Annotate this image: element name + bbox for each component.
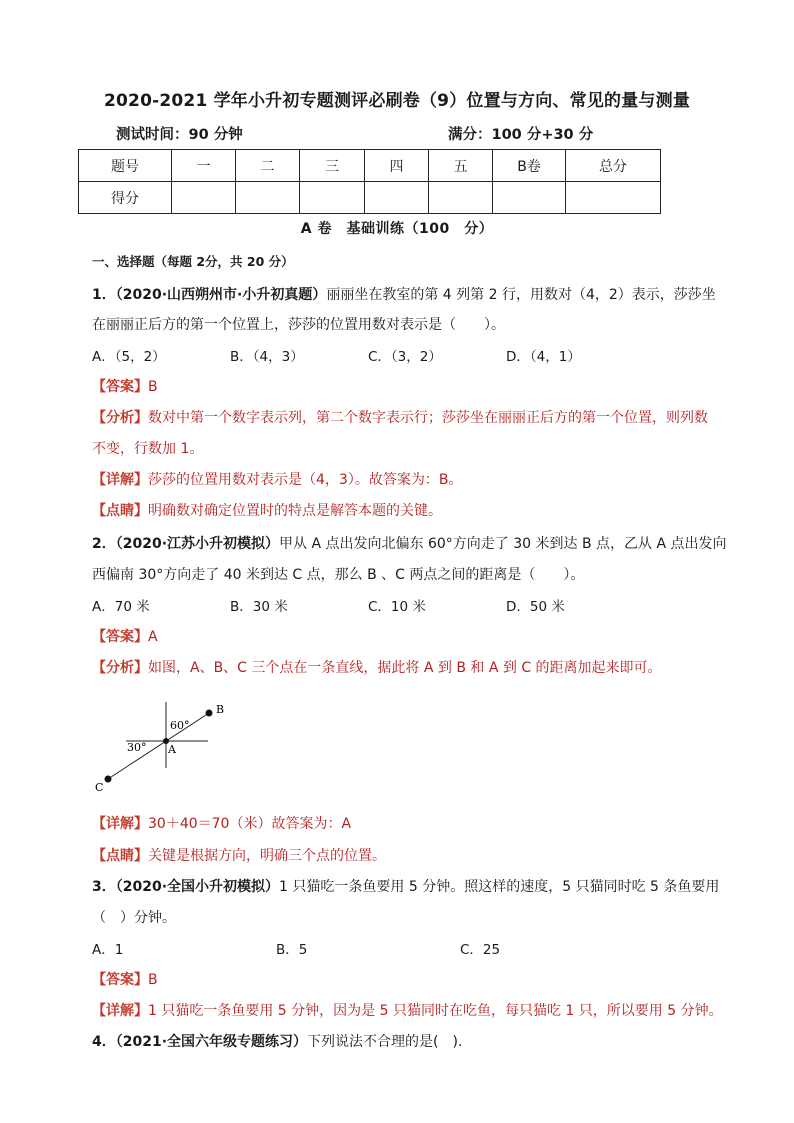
point-b [206,710,213,717]
q1-number: 1． [92,287,116,303]
q2-source: （2020·江苏小升初模拟） [115,536,280,552]
score-entry-cell [493,182,566,214]
table-cell: 得分 [79,182,172,214]
table-cell: 题号 [79,150,172,182]
q2-option-d: D．50 米 [506,599,565,615]
label-c: C [95,781,104,794]
answer-value: A [148,629,158,645]
table-cell: 五 [429,150,493,182]
answer-label: 【答案】 [92,972,148,988]
angle-60-label: 60° [170,719,190,732]
detail-label: 【详解】 [92,1003,148,1019]
direction-diagram-svg [92,700,252,795]
q3-stem-line2: （ ）分钟。 [92,910,176,926]
table-cell: 一 [172,150,236,182]
q1-answer [92,376,158,396]
table-cell: 三 [300,150,365,182]
label-b: B [216,703,225,716]
score-entry-cell [566,182,661,214]
answer-label: 【答案】 [92,629,148,645]
table-cell: 四 [365,150,429,182]
analysis-text: 数对中第一个数字表示列，第二个数字表示行；莎莎坐在丽丽正后方的第一个位置，则列数 [148,410,708,426]
q3-option-c: C．25 [460,942,501,958]
q3-detail [92,1000,723,1020]
part1-heading: 一、选择题（每题 2分，共 20 分） [92,254,294,269]
q2-option-c: C．10 米 [368,599,426,615]
detail-text: 30＋40＝70（米）故答案为：A [148,816,352,832]
analysis-text: 如图，A、B、C 三个点在一条直线，据此将 A 到 B 和 A 到 C 的距离加起来即可。 [148,660,662,676]
note-label: 【点睛】 [92,503,148,519]
q1-note [92,500,442,520]
q2-option-a: A．70 米 [92,599,150,615]
note-text: 关键是根据方向，明确三个点的位置。 [148,848,386,864]
score-table-score-row [79,182,661,214]
answer-label: 【答案】 [92,379,148,395]
line-b-to-c [108,713,209,779]
q2-option-b: B．30 米 [230,599,288,615]
detail-text: 莎莎的位置用数对表示是（4，3）。故答案为：B。 [148,472,463,488]
detail-text: 1 只猫吃一条鱼要用 5 分钟，因为是 5 只猫同时在吃鱼，每只猫吃 1 只，所以要用 5 分钟。 [148,1003,723,1019]
q3-number: 3． [92,879,116,895]
score-table [78,149,661,214]
note-text: 明确数对确定位置时的特点是解答本题的关键。 [148,503,442,519]
q1-option-c: C．（3，2） [368,349,442,365]
q2-number: 2． [92,536,116,552]
q3-option-a: A．1 [92,942,124,958]
q1-option-a: A．（5，2） [92,349,166,365]
q2-stem-line2: 西偏南 30°方向走了 40 米到达 C 点，那么 B 、C 两点之间的距离是（ ）。 [92,567,585,583]
score-entry-cell [429,182,493,214]
q3-option-b: B．5 [276,942,308,958]
section-a-heading: A 卷 基础训练（100 分） [300,221,494,237]
q1-stem-line1 [92,284,716,304]
q3-source: （2020·全国小升初模拟） [115,879,280,895]
score-table-header-row [79,150,661,182]
score-entry-cell [300,182,365,214]
score-entry-cell [365,182,429,214]
q2-answer [92,626,158,646]
q1-detail [92,469,462,489]
direction-diagram [92,700,252,795]
q1-text: 丽丽坐在教室的第 4 列第 2 行，用数对（4，2）表示，莎莎坐 [326,287,716,303]
q3-text: 1 只猫吃一条鱼要用 5 分钟。照这样的速度，5 只猫同时吃 5 条鱼要用 [279,879,720,895]
q2-note [92,845,386,865]
q2-options [92,595,702,615]
score-entry-cell [236,182,300,214]
full-score: 满分：100 分+30 分 [448,127,594,143]
answer-value: B [148,972,158,988]
q3-stem-line1 [92,876,719,896]
q1-analysis-line1 [92,407,708,427]
q2-text: 甲从 A 点出发向北偏东 60°方向走了 30 米到达 B 点，乙从 A 点出发向 [279,536,727,552]
angle-30-label: 30° [127,741,147,754]
note-label: 【点睛】 [92,848,148,864]
q1-source: （2020·山西朔州市·小升初真题） [115,287,327,303]
q1-option-b: B．（4，3） [230,349,304,365]
q4-stem-line1 [92,1031,462,1051]
q2-stem-line1 [92,533,727,553]
label-a: A [168,743,176,756]
score-entry-cell [172,182,236,214]
analysis-label: 【分析】 [92,660,148,676]
exam-title: 2020-2021 学年小升初专题测评必刷卷（9）位置与方向、常见的量与测量 [103,91,691,111]
q2-detail [92,813,351,833]
q3-options [92,938,702,958]
test-time: 测试时间：90 分钟 [116,127,243,143]
q4-number: 4． [92,1034,116,1050]
point-c [105,776,112,783]
analysis-label: 【分析】 [92,410,148,426]
table-cell: 二 [236,150,300,182]
q4-source: （2021·全国六年级专题练习） [115,1034,308,1050]
q2-analysis [92,657,662,677]
q3-answer [92,969,158,989]
q4-text: 下列说法不合理的是( ). [307,1034,463,1050]
q1-stem-line2: 在丽丽正后方的第一个位置上，莎莎的位置用数对表示是（ ）。 [92,317,505,333]
detail-label: 【详解】 [92,472,148,488]
q1-options [92,345,702,365]
answer-value: B [148,379,158,395]
table-cell: B卷 [493,150,566,182]
table-cell: 总分 [566,150,661,182]
detail-label: 【详解】 [92,816,148,832]
q1-analysis-line2: 不变，行数加 1。 [92,441,204,457]
q1-option-d: D．（4，1） [506,349,581,365]
